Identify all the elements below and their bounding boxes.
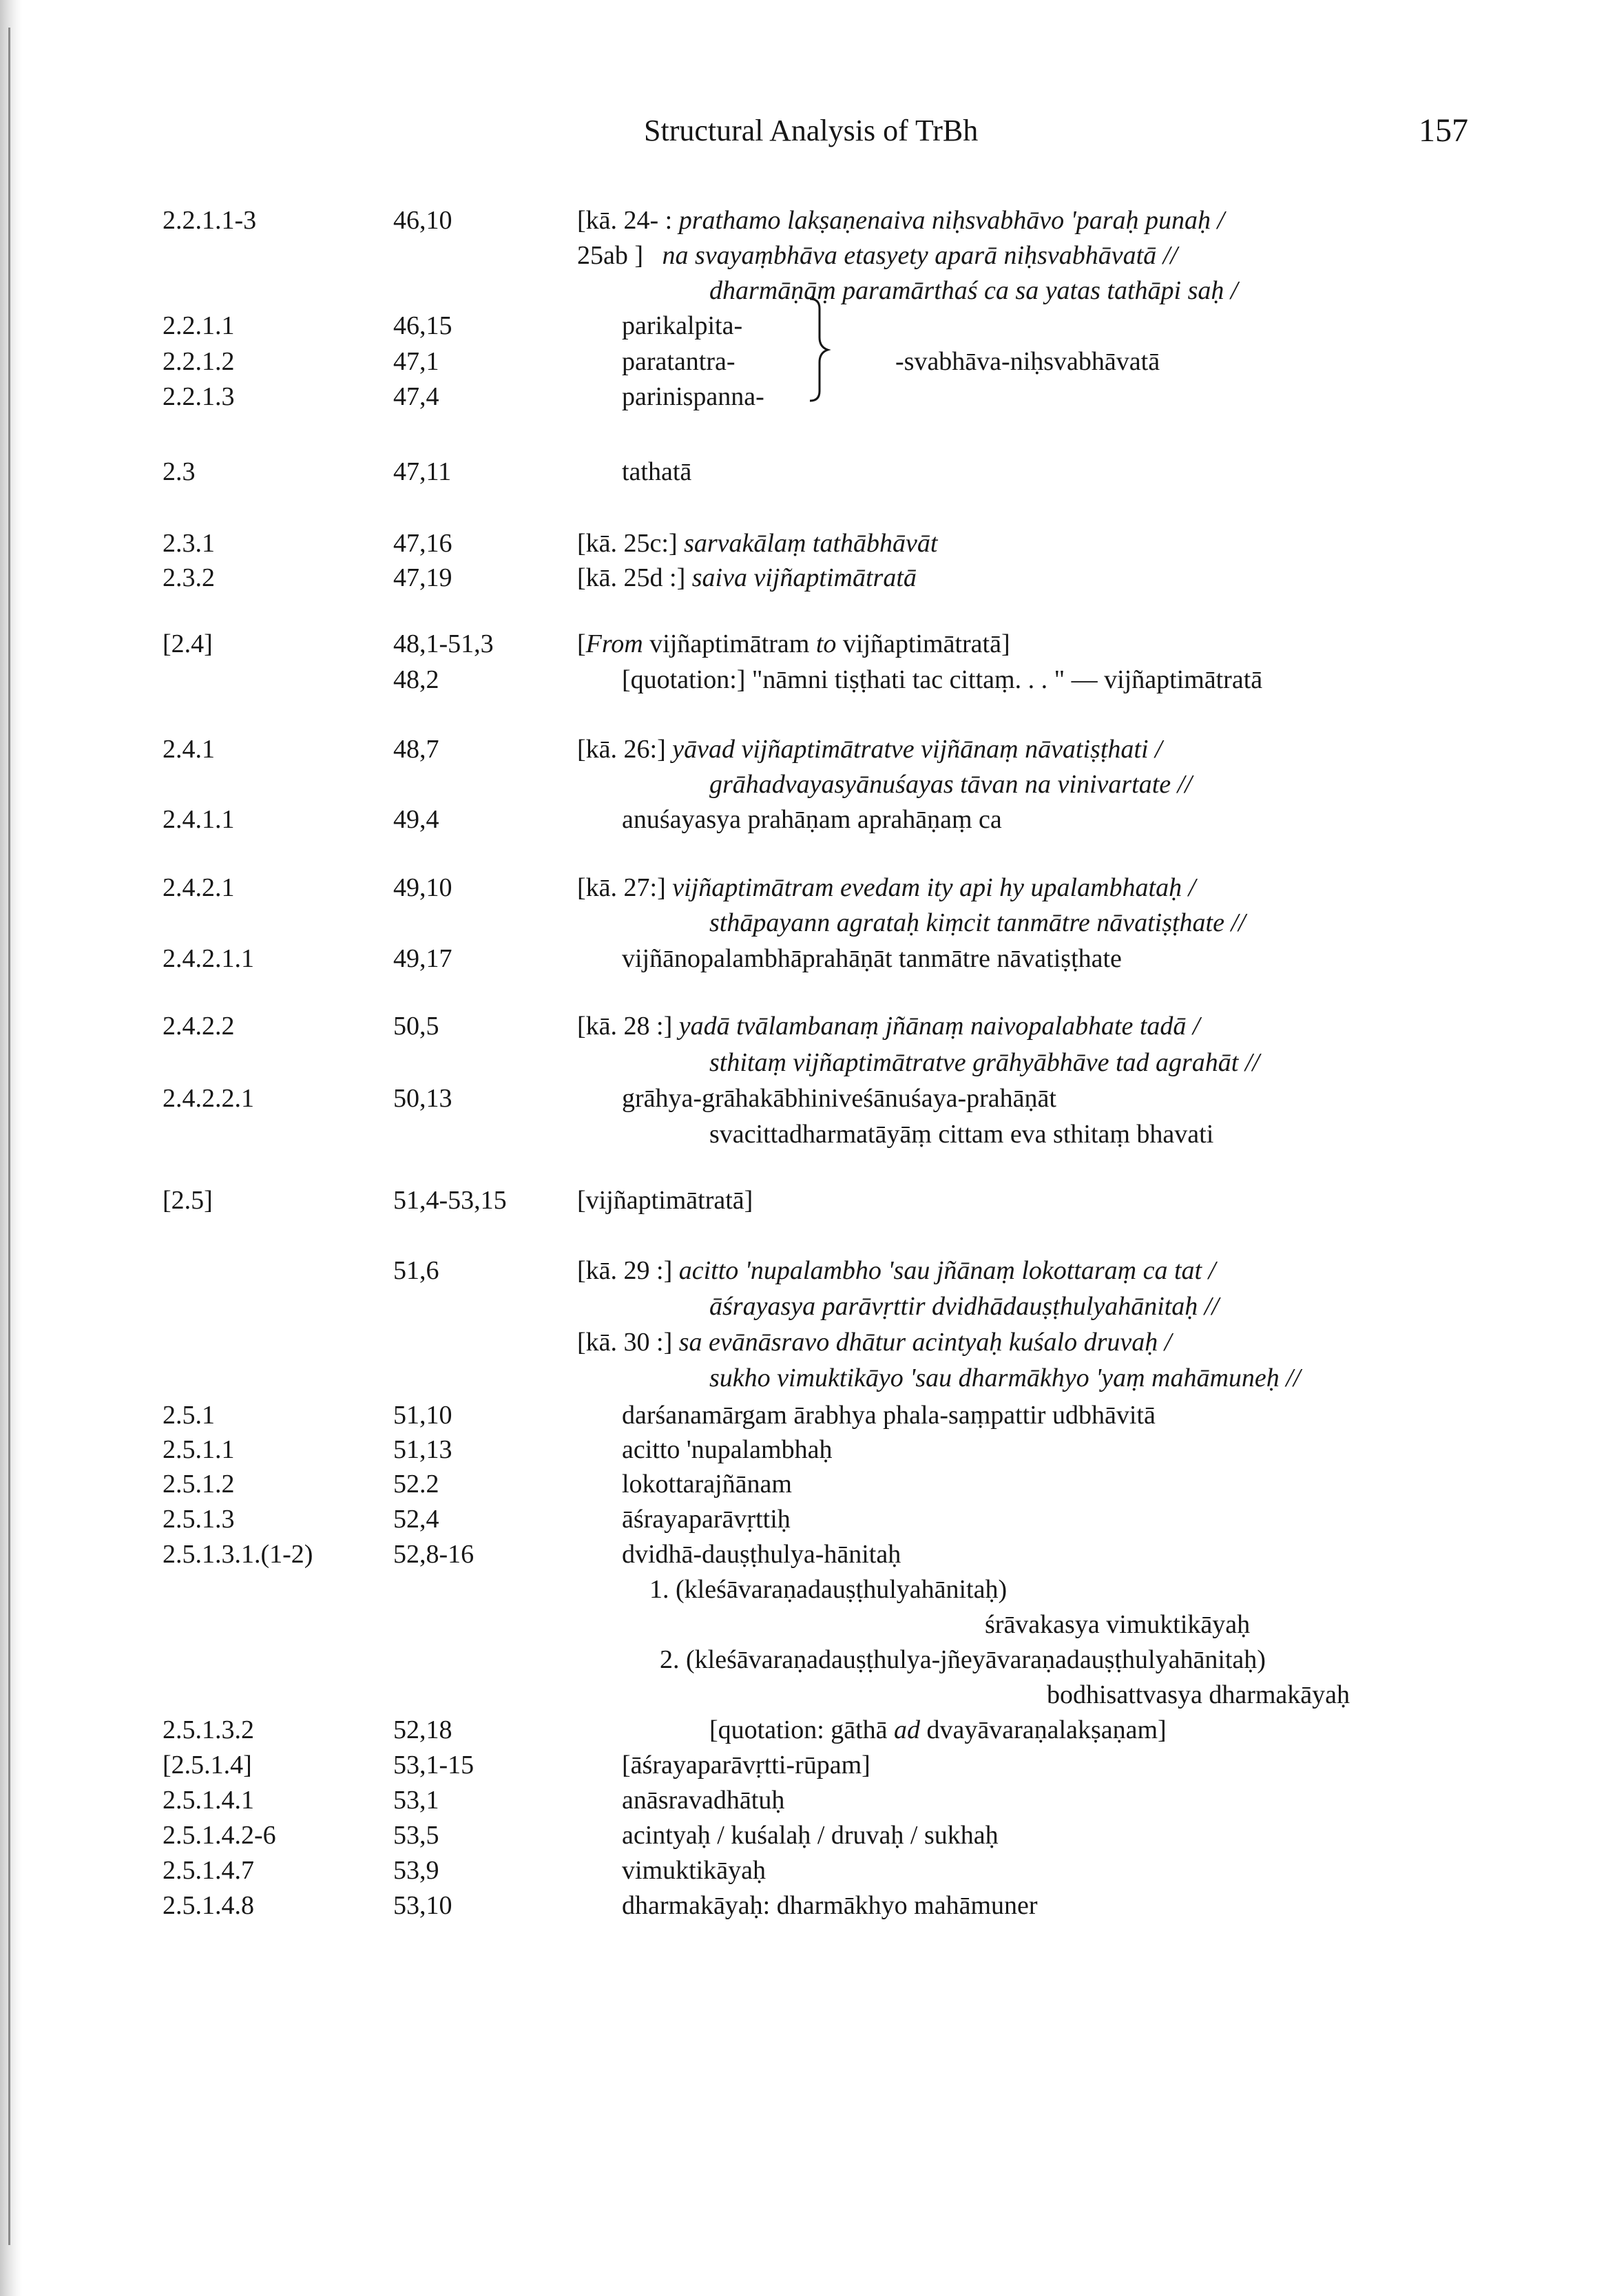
svabhava-term: paratantra- (622, 347, 736, 376)
location-ref: 49,4 (393, 805, 439, 834)
karika-line: grāhadvayasyānuśayas tāvan na vinivartate // (709, 770, 1192, 799)
ref-number: 2.4.2.2 (163, 1012, 235, 1041)
ref-number: 2.5.1.3.1.(1-2) (163, 1540, 313, 1569)
ref-number: 2.5.1.3.2 (163, 1715, 254, 1744)
location-ref: 53,5 (393, 1821, 439, 1850)
svabhava-compound: -svabhāva-niḥsvabhāvatā (895, 347, 1160, 376)
karika-line: sthitaṃ vijñaptimātratve grāhyābhāve tad agrahāt // (709, 1048, 1260, 1077)
location-ref: 52,18 (393, 1715, 452, 1744)
ref-number: 2.4.1 (163, 735, 215, 764)
quotation-line: [quotation: gāthā ad dvayāvaraṇalakṣaṇam] (709, 1715, 1167, 1744)
karika-line: āśrayasya parāvṛttir dvidhādauṣṭhulyahānitaḥ // (709, 1292, 1219, 1321)
karika-line: 25ab ] na svayaṃbhāva etasyety aparā niḥsvabhāvatā // (577, 241, 1178, 270)
location-ref: 49,17 (393, 944, 452, 973)
location-ref: 53,9 (393, 1856, 439, 1885)
location-ref: 47,1 (393, 347, 439, 376)
commentary-line: acitto 'nupalambhaḥ (622, 1435, 833, 1464)
location-ref: 47,19 (393, 563, 452, 592)
karika-line: [kā. 28 :] yadā tvālambanaṃ jñānaṃ naivopalabhate tadā / (577, 1012, 1200, 1041)
ref-number: 2.2.1.1 (163, 311, 235, 340)
ref-number: [2.5.1.4] (163, 1751, 252, 1780)
ref-number: [2.5] (163, 1186, 213, 1215)
karika-line: [kā. 25d :] saiva vijñaptimātratā (577, 563, 917, 592)
location-ref: 47,11 (393, 457, 452, 486)
ref-number: 2.4.2.1.1 (163, 944, 254, 973)
ref-number: 2.5.1.2 (163, 1470, 235, 1499)
section-heading: [From vijñaptimātram to vijñaptimātratā] (577, 629, 1010, 658)
karika-line: sthāpayann agrataḥ kiṃcit tanmātre nāvatiṣṭhate // (709, 908, 1246, 937)
ref-number: 2.3.2 (163, 563, 215, 592)
running-title: Structural Analysis of TrBh (644, 114, 979, 147)
ref-number: 2.2.1.3 (163, 382, 235, 411)
location-ref: 48,1-51,3 (393, 629, 494, 658)
location-ref: 52,8-16 (393, 1540, 474, 1569)
page-binding-edge (0, 0, 22, 2296)
curly-brace-icon (804, 295, 832, 405)
ref-number: 2.5.1.4.8 (163, 1891, 254, 1920)
location-ref: 50,13 (393, 1084, 452, 1113)
ref-number: 2.5.1.4.2-6 (163, 1821, 276, 1850)
location-ref: 52,4 (393, 1505, 439, 1534)
commentary-line: āśrayaparāvṛttiḥ (622, 1505, 791, 1534)
commentary-line: vijñānopalambhāprahāṇāt tanmātre nāvatiṣṭhate (622, 944, 1122, 973)
commentary-line: svacittadharmatāyāṃ cittam eva sthitaṃ bhavati (709, 1120, 1214, 1149)
commentary-line: lokottarajñānam (622, 1470, 792, 1499)
commentary-line: anuśayasya prahāṇam aprahāṇaṃ ca (622, 805, 1002, 834)
karika-line: sukho vimuktikāyo 'sau dharmākhyo 'yaṃ mahāmuneḥ // (709, 1364, 1301, 1392)
ref-number: 2.5.1 (163, 1401, 215, 1430)
ref-number: 2.2.1.2 (163, 347, 235, 376)
commentary-line: grāhya-grāhakābhiniveśānuśaya-prahāṇāt (622, 1084, 1056, 1113)
commentary-line: darśanamārgam ārabhya phala-saṃpattir udbhāvitā (622, 1401, 1156, 1430)
sub-item-result: śrāvakasya vimuktikāyaḥ (985, 1610, 1251, 1639)
svabhava-term: parinispanna- (622, 382, 764, 411)
page-number: 157 (1419, 112, 1468, 149)
location-ref: 51,10 (393, 1401, 452, 1430)
location-ref: 50,5 (393, 1012, 439, 1041)
commentary-line: dharmakāyaḥ: dharmākhyo mahāmuner (622, 1891, 1038, 1920)
sub-item: 1. (kleśāvaraṇadauṣṭhulyahānitaḥ) (649, 1575, 1008, 1604)
ref-number: 2.3 (163, 457, 196, 486)
location-ref: 53,1 (393, 1786, 439, 1815)
commentary-line: vimuktikāyaḥ (622, 1856, 766, 1885)
term-line: tathatā (622, 457, 692, 486)
location-ref: 47,4 (393, 382, 439, 411)
location-ref: 51,6 (393, 1256, 439, 1285)
karika-line: [kā. 29 :] acitto 'nupalambho 'sau jñānaṃ lokottaraṃ ca tat / (577, 1256, 1216, 1285)
commentary-line: acintyaḥ / kuśalaḥ / druvaḥ / sukhaḥ (622, 1821, 999, 1850)
karika-line: [kā. 30 :] sa evānāsravo dhātur acintyaḥ kuśalo druvaḥ / (577, 1328, 1172, 1357)
location-ref: 53,1-15 (393, 1751, 474, 1780)
ref-number: 2.4.1.1 (163, 805, 235, 834)
location-ref: 48,2 (393, 665, 439, 694)
sub-item: 2. (kleśāvaraṇadauṣṭhulya-jñeyāvaraṇadauṣṭhulyahānitaḥ) (660, 1645, 1266, 1674)
ref-number: 2.3.1 (163, 529, 215, 558)
karika-line: dharmāṇāṃ paramārthaś ca sa yatas tathāpi saḥ / (709, 276, 1238, 305)
karika-line: [kā. 24- : prathamo lakṣaṇenaiva niḥsvabhāvo 'paraḥ punaḥ / (577, 206, 1225, 235)
commentary-line: anāsravadhātuḥ (622, 1786, 785, 1815)
commentary-line: [āśrayaparāvṛtti-rūpam] (622, 1751, 870, 1780)
location-ref: 47,16 (393, 529, 452, 558)
location-ref: 53,10 (393, 1891, 452, 1920)
sub-item-result: bodhisattvasya dharmakāyaḥ (1047, 1680, 1350, 1709)
ref-number: 2.5.1.4.1 (163, 1786, 254, 1815)
location-ref: 51,13 (393, 1435, 452, 1464)
ref-number: 2.5.1.3 (163, 1505, 235, 1534)
ref-number: [2.4] (163, 629, 213, 658)
svabhava-term: parikalpita- (622, 311, 743, 340)
quotation-line: [quotation:] "nāmni tiṣṭhati tac cittaṃ. . . " — vijñaptimātratā (622, 665, 1263, 694)
karika-line: [kā. 26:] yāvad vijñaptimātratve vijñānaṃ nāvatiṣṭhati / (577, 735, 1162, 764)
karika-line: [kā. 25c:] sarvakālaṃ tathābhāvāt (577, 529, 938, 558)
location-ref: 46,10 (393, 206, 452, 235)
section-heading: [vijñaptimātratā] (577, 1186, 753, 1215)
commentary-line: dvidhā-dauṣṭhulya-hānitaḥ (622, 1540, 901, 1569)
ref-number: 2.5.1.4.7 (163, 1856, 254, 1885)
binding-line (8, 28, 10, 2245)
ref-number: 2.5.1.1 (163, 1435, 235, 1464)
ref-number: 2.4.2.2.1 (163, 1084, 254, 1113)
location-ref: 49,10 (393, 873, 452, 902)
ref-number: 2.4.2.1 (163, 873, 235, 902)
location-ref: 48,7 (393, 735, 439, 764)
location-ref: 52.2 (393, 1470, 439, 1499)
karika-line: [kā. 27:] vijñaptimātram evedam ity api hy upalambhataḥ / (577, 873, 1196, 902)
location-ref: 46,15 (393, 311, 452, 340)
location-ref: 51,4-53,15 (393, 1186, 507, 1215)
ref-number: 2.2.1.1-3 (163, 206, 257, 235)
